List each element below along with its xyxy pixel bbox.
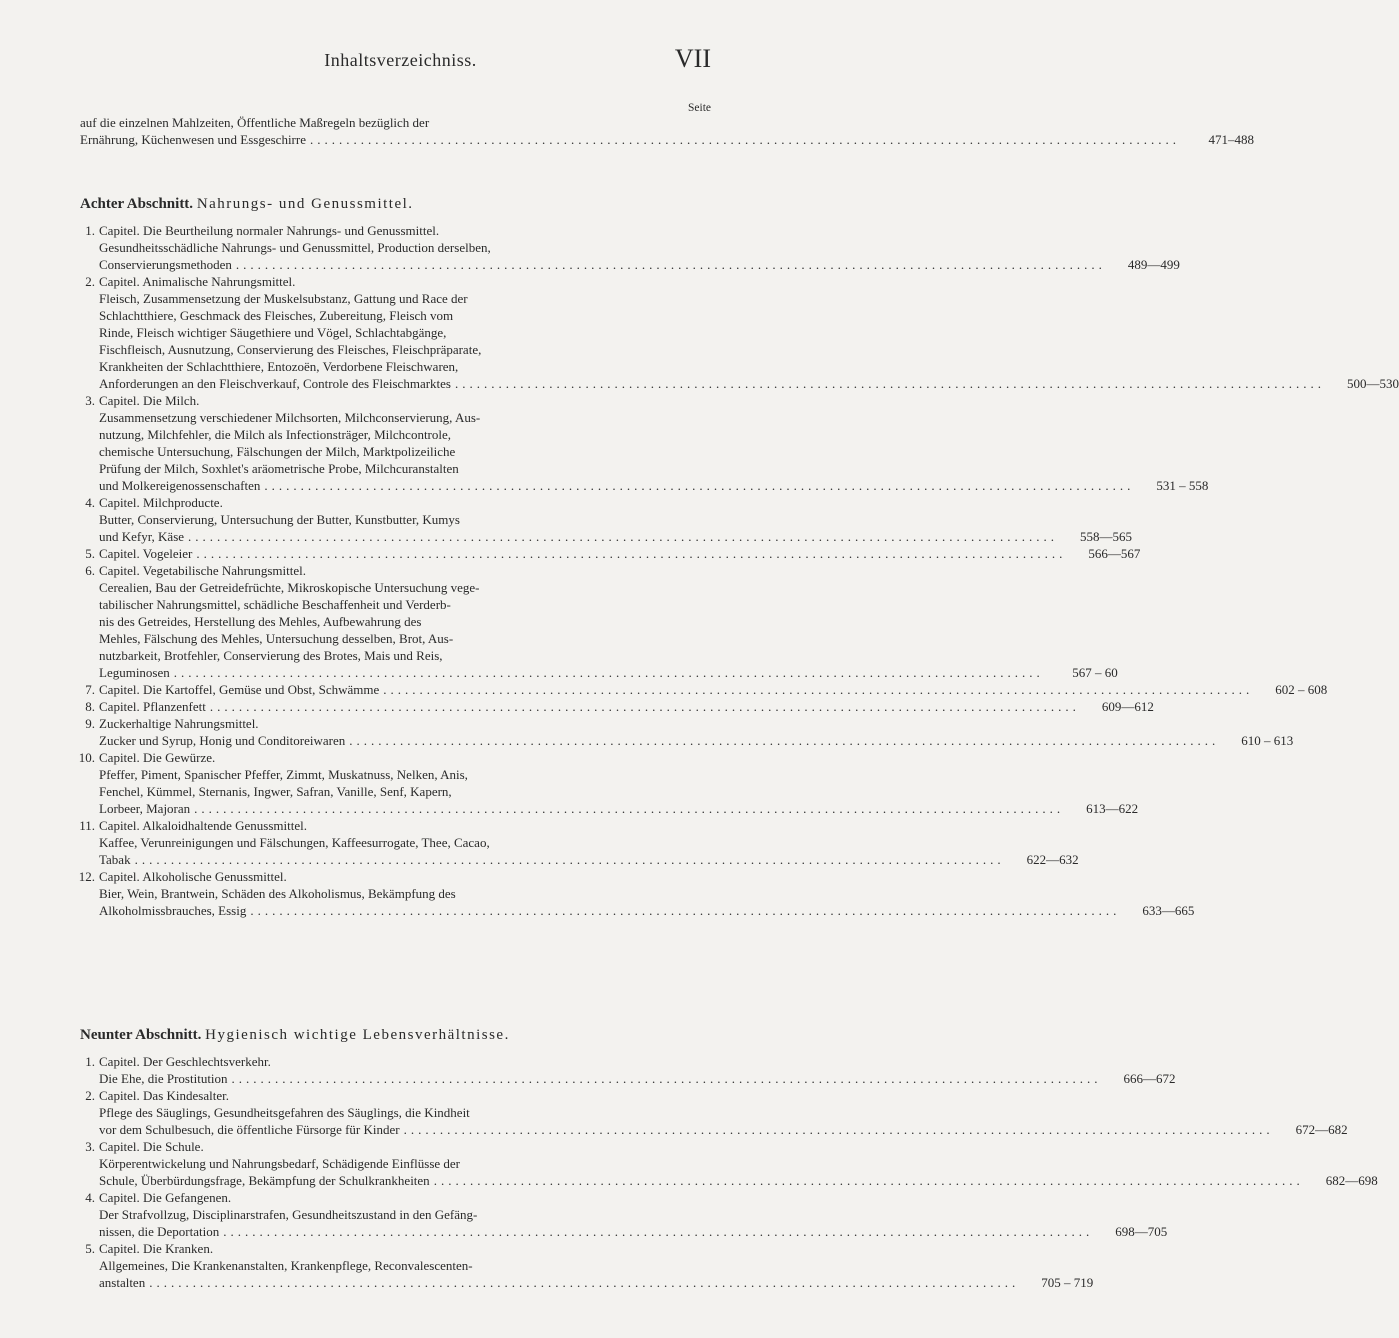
section-ninth — [80, 1027, 1378, 1291]
section-eighth — [78, 196, 1399, 919]
toc-line — [80, 1274, 1094, 1291]
page-range: 610 – 613 — [1241, 733, 1294, 748]
chapter-title: Capitel. Die Gefangenen. — [99, 1190, 232, 1205]
chapter-title-line — [80, 562, 707, 579]
leader-dots: ........................................................................................................................ — [383, 682, 1254, 697]
leader-dots: ........................................................................................................................ — [309, 132, 1180, 147]
page-range: 489—499 — [1127, 257, 1180, 272]
chapter-entry — [78, 749, 1139, 817]
page-range: 500—530 — [1346, 376, 1399, 391]
chapter-number: 7. — [85, 682, 95, 697]
page-range: 672—682 — [1295, 1122, 1348, 1137]
page-range: 567 – 60 — [1072, 665, 1118, 680]
entry-text: anstalten — [99, 1275, 146, 1290]
chapter-description-line: nutzung, Milchfehler, die Milch als Infectionsträger, Milchcontrole, — [99, 427, 452, 442]
leader-dots: ........................................................................................................................ — [134, 852, 1005, 867]
toc-line — [80, 528, 1133, 545]
page-range: 698—705 — [1115, 1224, 1168, 1239]
entry-text: Ernährung, Küchenwesen und Essgeschirre — [80, 132, 306, 147]
chapter-description-line: Gesundheitsschädliche Nahrungs- und Genussmittel, Production derselben, — [99, 240, 491, 255]
intro-continuation — [80, 114, 1254, 148]
intro-line: auf die einzelnen Mahlzeiten, Öffentliche Maßregeln bezüglich der — [80, 115, 430, 130]
chapter-title-line — [80, 715, 707, 732]
leader-dots: ........................................................................................................................ — [250, 903, 1121, 918]
toc-line — [80, 1121, 1348, 1138]
page-range: 705 – 719 — [1041, 1275, 1094, 1290]
chapter-title-line — [80, 868, 707, 885]
chapter-title: Capitel. Das Kindesalter. — [99, 1088, 229, 1103]
chapter-title: Capitel. Die Milch. — [99, 393, 200, 408]
chapter-description-line: Fenchel, Kümmel, Sternanis, Ingwer, Safran, Vanille, Senf, Kapern, — [99, 784, 452, 799]
entry-text: Tabak — [99, 852, 131, 867]
chapter-entry — [80, 1087, 1348, 1138]
chapter-entry — [79, 817, 1079, 868]
page-range: 602 – 608 — [1275, 682, 1328, 697]
section-heading — [80, 196, 707, 213]
leader-dots: ........................................................................................................................ — [264, 478, 1135, 493]
chapter-description-line: Allgemeines, Die Krankenanstalten, Krankenpflege, Reconvalescenten- — [99, 1258, 473, 1273]
chapter-description-line: Mehles, Fälschung des Mehles, Untersuchung desselben, Brot, Aus- — [99, 631, 454, 646]
chapter-entry — [80, 698, 1154, 715]
toc-line — [80, 477, 1209, 494]
entry-text: nissen, die Deportation — [99, 1224, 220, 1239]
chapter-list — [80, 1053, 1378, 1291]
chapter-number: 1. — [85, 223, 95, 238]
entry-text: Capitel. Vogeleier — [99, 546, 193, 561]
chapter-list — [78, 222, 1399, 919]
chapter-number: 3. — [85, 1139, 95, 1154]
chapter-description-line: nis des Getreides, Herstellung des Mehles, Aufbewahrung des — [99, 614, 422, 629]
chapter-description-line: Pfeffer, Piment, Spanischer Pfeffer, Zimmt, Muskatnuss, Nelken, Anis, — [99, 767, 468, 782]
toc-line — [80, 800, 1139, 817]
chapter-description-line: Krankheiten der Schlachtthiere, Entozoën, Verdorbene Fleischwaren, — [99, 359, 459, 374]
entry-text: Anforderungen an den Fleischverkauf, Controle des Fleischmarktes — [99, 376, 451, 391]
chapter-entry — [78, 868, 1195, 919]
chapter-entry — [80, 392, 1209, 494]
chapter-number: 2. — [85, 274, 95, 289]
chapter-title-line — [80, 749, 707, 766]
leader-dots: ........................................................................................................................ — [349, 733, 1220, 748]
intro-toc-line — [80, 131, 1254, 148]
page-number: VII — [674, 44, 711, 73]
entry-text: Zucker und Syrup, Honig und Conditoreiwaren — [99, 733, 346, 748]
toc-line — [80, 732, 1294, 749]
chapter-title: Capitel. Alkoholische Genussmittel. — [99, 869, 287, 884]
chapter-entry — [80, 562, 1118, 681]
chapter-entry — [80, 715, 1294, 749]
toc-line — [80, 545, 1141, 562]
page-range: 622—632 — [1026, 852, 1079, 867]
leader-dots: ........................................................................................................................ — [188, 529, 1059, 544]
chapter-number: 4. — [85, 495, 95, 510]
toc-line — [80, 1070, 1176, 1087]
chapter-title-line — [80, 1138, 707, 1155]
toc-line — [80, 1172, 1378, 1189]
page-range: 566—567 — [1088, 546, 1141, 561]
chapter-entry — [80, 681, 1328, 698]
chapter-title: Capitel. Die Schule. — [99, 1139, 204, 1154]
chapter-title-line — [80, 1053, 707, 1070]
seite-column-label: Seite — [688, 102, 711, 114]
page-range: 609—612 — [1101, 699, 1154, 714]
page-range: 633—665 — [1142, 903, 1195, 918]
chapter-description-line: Kaffee, Verunreinigungen und Fälschungen, Kaffeesurrogate, Thee, Cacao, — [99, 835, 490, 850]
chapter-entry — [80, 1138, 1378, 1189]
leader-dots: ........................................................................................................................ — [173, 665, 1044, 680]
entry-text: Leguminosen — [99, 665, 170, 680]
chapter-title-line — [80, 273, 707, 290]
chapter-description-line: Pflege des Säuglings, Gesundheitsgefahren des Säuglings, die Kindheit — [99, 1105, 470, 1120]
page-range: 558—565 — [1080, 529, 1133, 544]
page-range: 682—698 — [1325, 1173, 1378, 1188]
page-range: 471–488 — [1208, 132, 1254, 147]
chapter-description-line: Der Strafvollzug, Disciplinarstrafen, Gesundheitszustand in den Gefäng- — [99, 1207, 478, 1222]
chapter-number: 1. — [85, 1054, 95, 1069]
leader-dots: ........................................................................................................................ — [223, 1224, 1094, 1239]
chapter-title: Zuckerhaltige Nahrungsmittel. — [99, 716, 259, 731]
chapter-number: 2. — [85, 1088, 95, 1103]
chapter-description-line: tabilischer Nahrungsmittel, schädliche Beschaffenheit und Verderb- — [99, 597, 451, 612]
entry-text: Capitel. Pflanzenfett — [99, 699, 206, 714]
leader-dots: ........................................................................................................................ — [231, 1071, 1102, 1086]
leader-dots: ........................................................................................................................ — [194, 801, 1065, 816]
chapter-number: 10. — [78, 750, 95, 765]
entry-text: vor dem Schulbesuch, die öffentliche Fürsorge für Kinder — [99, 1122, 400, 1137]
chapter-title: Capitel. Animalische Nahrungsmittel. — [99, 274, 296, 289]
leader-dots: ........................................................................................................................ — [454, 376, 1325, 391]
chapter-entry — [80, 222, 1180, 273]
chapter-number: 6. — [85, 563, 95, 578]
chapter-title: Capitel. Die Gewürze. — [99, 750, 216, 765]
chapter-description-line: Cerealien, Bau der Getreidefrüchte, Mikroskopische Untersuchung vege- — [99, 580, 480, 595]
chapter-description-line: Prüfung der Milch, Soxhlet's aräometrische Probe, Milchcuranstalten — [99, 461, 459, 476]
toc-line — [80, 851, 1079, 868]
chapter-title-line — [80, 1240, 707, 1257]
chapter-description-line: Rinde, Fleisch wichtiger Säugethiere und Vögel, Schlachtabgänge, — [99, 325, 447, 340]
chapter-title: Capitel. Vegetabilische Nahrungsmittel. — [99, 563, 306, 578]
chapter-number: 5. — [85, 1241, 95, 1256]
entry-text: Alkoholmissbrauches, Essig — [99, 903, 247, 918]
toc-line — [80, 698, 1154, 715]
page-range: 666—672 — [1123, 1071, 1176, 1086]
chapter-description-line: nutzbarkeit, Brotfehler, Conservierung des Brotes, Mais und Reis, — [99, 648, 443, 663]
section-label: Achter Abschnitt. — [80, 196, 194, 212]
chapter-description-line: Zusammensetzung verschiedener Milchsorten, Milchconservierung, Aus- — [99, 410, 481, 425]
entry-text: Conservierungsmethoden — [99, 257, 232, 272]
section-label: Neunter Abschnitt. — [80, 1027, 202, 1043]
running-header-title: Inhaltsverzeichniss. — [324, 50, 477, 70]
chapter-description-line: chemische Untersuchung, Fälschungen der Milch, Marktpolizeiliche — [99, 444, 456, 459]
chapter-number: 11. — [79, 818, 95, 833]
chapter-title-line — [80, 392, 707, 409]
leader-dots: ........................................................................................................................ — [235, 257, 1106, 272]
section-title: Hygienisch wichtige Lebensverhältnisse. — [205, 1027, 510, 1043]
toc-line — [80, 664, 1118, 681]
chapter-title: Capitel. Die Beurtheilung normaler Nahrungs- und Genussmittel. — [99, 223, 440, 238]
chapter-entry — [80, 273, 1399, 392]
chapter-entry — [80, 1189, 1168, 1240]
leader-dots: ........................................................................................................................ — [209, 699, 1080, 714]
chapter-title: Capitel. Milchproducte. — [99, 495, 223, 510]
section-heading — [80, 1027, 707, 1044]
chapter-entry — [80, 545, 1141, 562]
chapter-title: Capitel. Der Geschlechtsverkehr. — [99, 1054, 271, 1069]
chapter-entry — [80, 1053, 1176, 1087]
leader-dots: ........................................................................................................................ — [196, 546, 1067, 561]
chapter-title: Capitel. Die Kranken. — [99, 1241, 214, 1256]
entry-text: Schule, Überbürdungsfrage, Bekämpfung der Schulkrankheiten — [99, 1173, 430, 1188]
toc-line — [80, 681, 1328, 698]
chapter-entry — [80, 494, 1133, 545]
chapter-number: 8. — [85, 699, 95, 714]
toc-line — [80, 256, 1180, 273]
chapter-number: 4. — [85, 1190, 95, 1205]
chapter-number: 3. — [85, 393, 95, 408]
chapter-title-line — [80, 1087, 707, 1104]
chapter-description-line: Fischfleisch, Ausnutzung, Conservierung des Fleisches, Fleischpräparate, — [99, 342, 482, 357]
entry-text: Die Ehe, die Prostitution — [99, 1071, 228, 1086]
section-title: Nahrungs- und Genussmittel. — [196, 196, 414, 212]
chapter-title-line — [80, 494, 707, 511]
chapter-description-line: Körperentwickelung und Nahrungsbedarf, Schädigende Einflüsse der — [99, 1156, 460, 1171]
entry-text: und Molkereigenossenschaften — [99, 478, 261, 493]
chapter-entry — [80, 1240, 1094, 1291]
chapter-title-line — [80, 817, 707, 834]
chapter-description-line: Butter, Conservierung, Untersuchung der Butter, Kunstbutter, Kumys — [99, 512, 460, 527]
page-range: 613—622 — [1086, 801, 1139, 816]
chapter-title-line — [80, 1189, 707, 1206]
chapter-number: 9. — [85, 716, 95, 731]
entry-text: und Kefyr, Käse — [99, 529, 185, 544]
toc-line — [80, 902, 1195, 919]
chapter-number: 12. — [78, 869, 95, 884]
leader-dots: ........................................................................................................................ — [403, 1122, 1274, 1137]
entry-text: Lorbeer, Majoran — [99, 801, 191, 816]
chapter-description-line: Fleisch, Zusammensetzung der Muskelsubstanz, Gattung und Race der — [99, 291, 468, 306]
chapter-description-line: Schlachtthiere, Geschmack des Fleisches, Zubereitung, Fleisch vom — [99, 308, 454, 323]
leader-dots: ........................................................................................................................ — [149, 1275, 1020, 1290]
leader-dots: ........................................................................................................................ — [433, 1173, 1304, 1188]
page-range: 531 – 558 — [1156, 478, 1209, 493]
chapter-description-line: Bier, Wein, Brantwein, Schäden des Alkoholismus, Bekämpfung des — [99, 886, 456, 901]
entry-text: Capitel. Die Kartoffel, Gemüse und Obst, Schwämme — [99, 682, 380, 697]
chapter-title-line — [80, 222, 707, 239]
chapter-number: 5. — [85, 546, 95, 561]
chapter-title: Capitel. Alkaloidhaltende Genussmittel. — [99, 818, 307, 833]
toc-line — [80, 1223, 1168, 1240]
toc-line — [80, 375, 1399, 392]
